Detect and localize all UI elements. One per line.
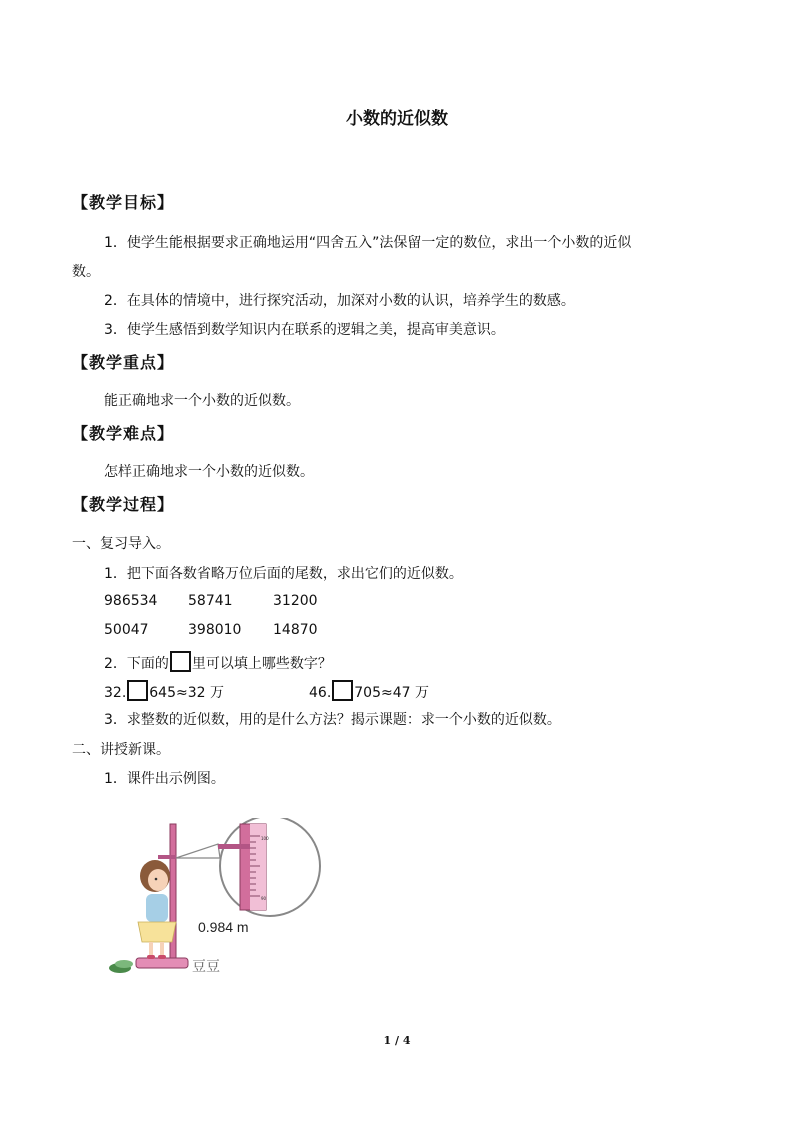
page-number: 1 / 4 (383, 1034, 411, 1047)
key-point-text: 能正确地求一个小数的近似数。 (104, 393, 300, 409)
expression-2-prefix: 46. (309, 685, 332, 701)
zoom-bubble (220, 818, 320, 916)
heading-difficulties: 【教学难点】 (72, 424, 175, 443)
number-cell: 58741 (188, 593, 233, 609)
question-1: 1．把下面各数省略万位后面的尾数，求出它们的近似数。 (104, 566, 463, 582)
part-2-heading: 二、讲授新课。 (72, 742, 170, 758)
heading-teaching-goals: 【教学目标】 (72, 193, 175, 212)
part-1-heading: 一、复习导入。 (72, 536, 170, 552)
question-2 (104, 651, 332, 673)
question-3: 3．求整数的近似数，用的是什么方法？揭示课题：求一个小数的近似数。 (104, 712, 561, 728)
scale-base (136, 958, 188, 968)
step-1: 1．课件出示例图。 (104, 771, 225, 787)
expression-1-prefix: 32. (104, 685, 127, 701)
expression-1 (104, 680, 224, 702)
heading-key-points: 【教学重点】 (72, 353, 175, 372)
number-row-2 (104, 622, 318, 638)
number-cell: 50047 (104, 622, 149, 638)
measuring-pole (170, 824, 176, 964)
child-name-label: 豆豆 (192, 959, 220, 975)
number-cell: 986534 (104, 593, 158, 609)
expression-2 (309, 680, 429, 702)
expression-2-suffix: 705≈47 万 (354, 685, 429, 701)
blank-box (127, 680, 148, 701)
measurement-label: 0.984 m (198, 919, 249, 935)
scale-label-top: 100 (261, 836, 269, 841)
goal-1-line-2: 数。 (72, 264, 100, 280)
scale-label-bottom: 90 (261, 896, 267, 901)
difficulty-text: 怎样正确地求一个小数的近似数。 (104, 464, 314, 480)
blank-box (332, 680, 353, 701)
page-title: 小数的近似数 (346, 109, 448, 129)
goal-3: 3．使学生感悟到数学知识内在联系的逻辑之美，提高审美意识。 (104, 322, 505, 338)
expression-1-suffix: 645≈32 万 (149, 685, 224, 701)
question-2-suffix: 里可以填上哪些数字？ (191, 656, 332, 672)
height-measurement-illustration (100, 818, 340, 988)
heading-teaching-process: 【教学过程】 (72, 495, 175, 514)
number-cell: 398010 (188, 622, 242, 638)
number-cell: 14870 (273, 622, 318, 638)
blank-box (170, 651, 191, 672)
number-cell: 31200 (273, 593, 318, 609)
number-row-1 (104, 593, 318, 609)
goal-2: 2．在具体的情境中，进行探究活动，加深对小数的认识，培养学生的数感。 (104, 293, 575, 309)
goal-1-line-1: 1．使学生能根据要求正确地运用“四舍五入”法保留一定的数位，求出一个小数的近似 (104, 235, 632, 251)
shoes-icon (109, 960, 133, 973)
question-2-prefix: 2．下面的 (104, 656, 169, 672)
